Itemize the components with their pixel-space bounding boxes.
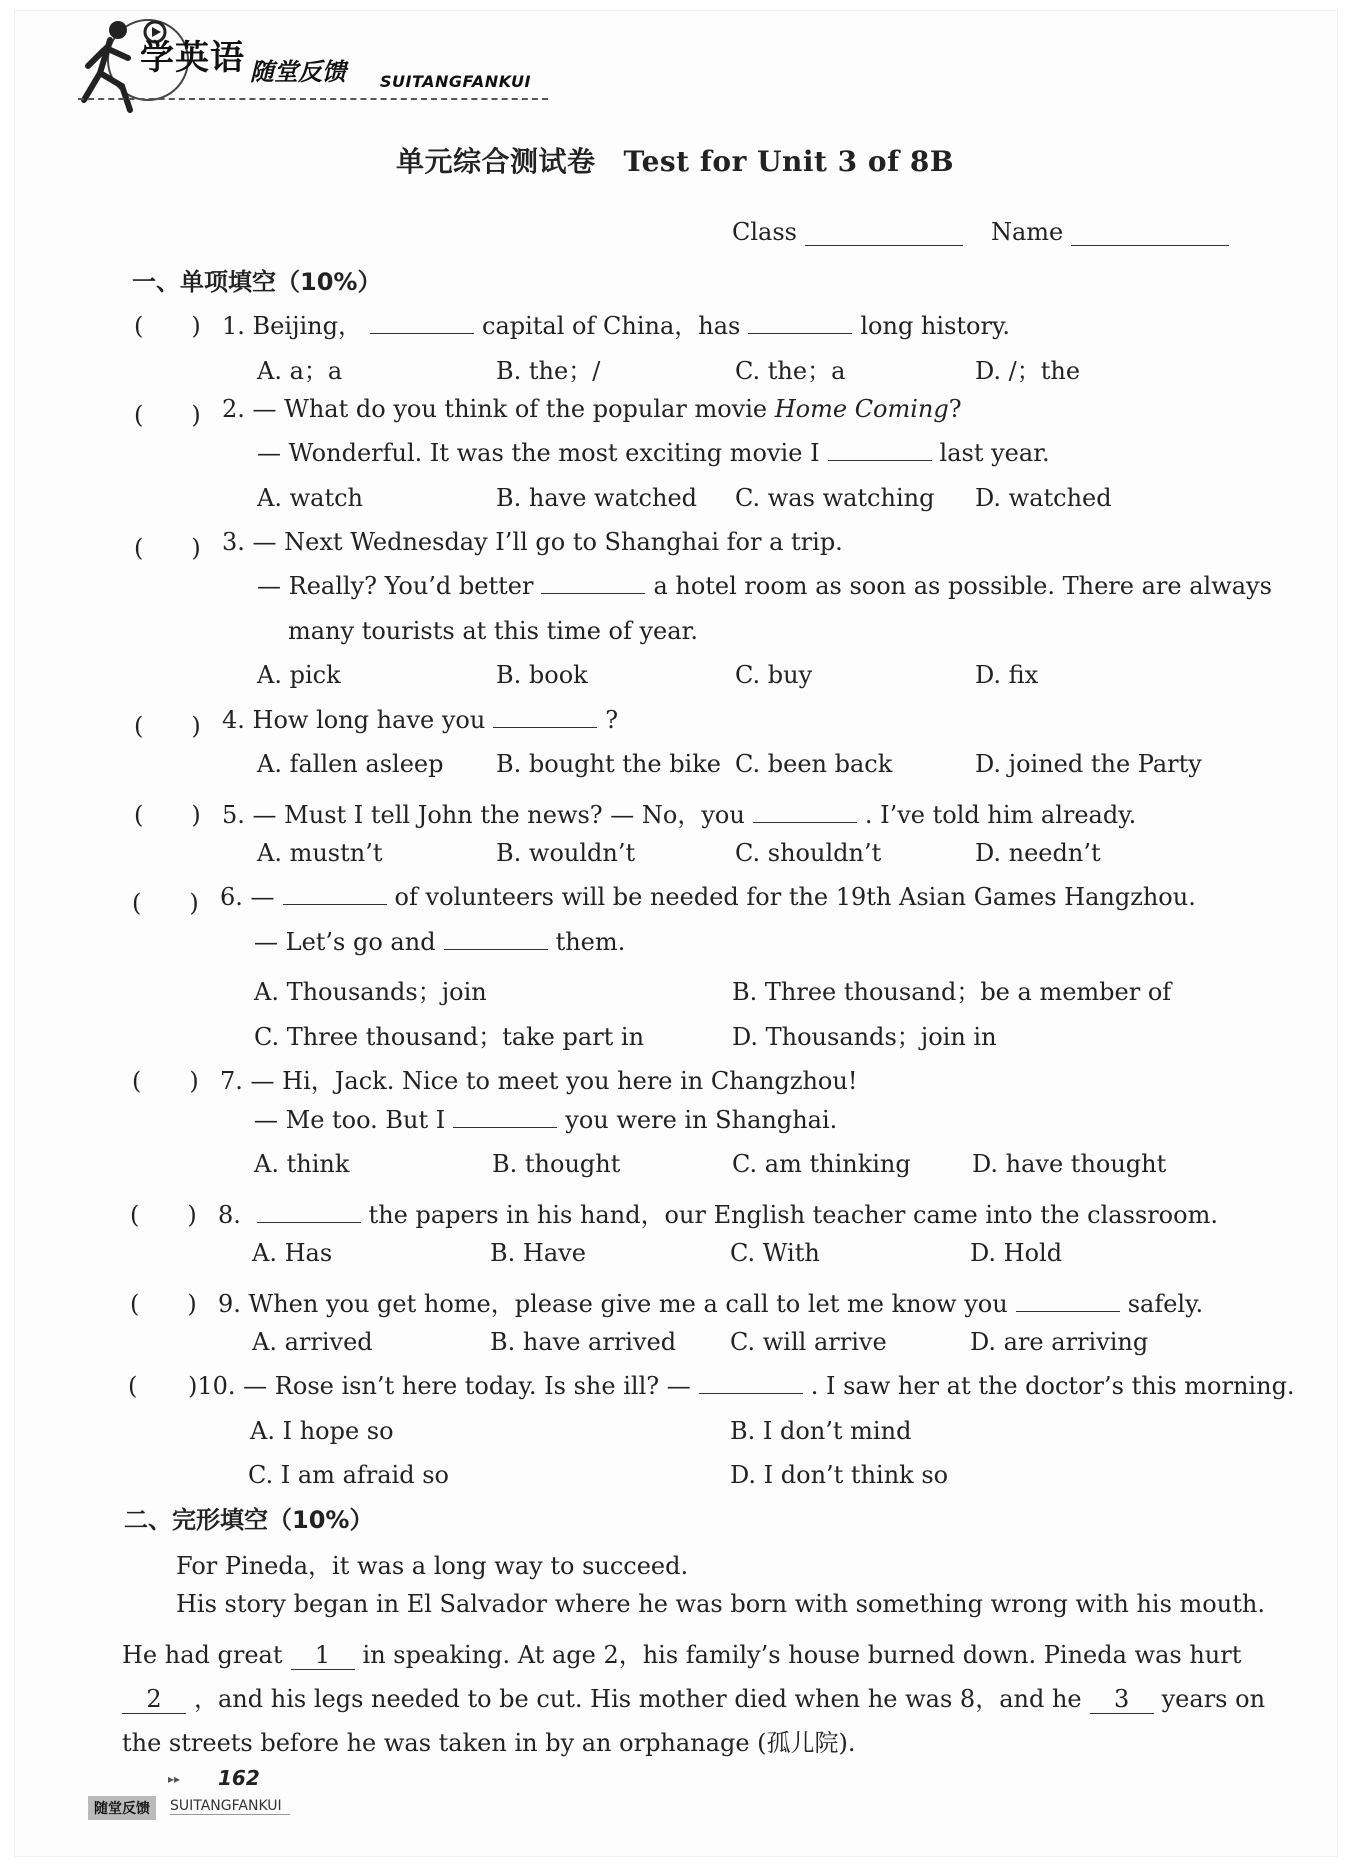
q1-text-a: Beijing， — [252, 312, 362, 340]
q10-option-b[interactable]: B. I don’t mind — [730, 1417, 912, 1445]
answer-paren-7[interactable]: ( ) — [132, 1067, 199, 1095]
passage-line-3 — [122, 1635, 1241, 1670]
passage-text-a: He had great — [122, 1641, 283, 1669]
q7-num: 7. — [220, 1067, 243, 1095]
answer-paren-4[interactable]: ( ) — [134, 712, 201, 740]
q6-option-b[interactable]: B. Three thousand；be a member of — [732, 978, 1172, 1006]
question-9 — [218, 1284, 1203, 1319]
q3-option-d[interactable]: D. fix — [975, 661, 1039, 689]
q1-num: 1. — [222, 312, 245, 340]
q7-blank[interactable] — [453, 1107, 557, 1128]
class-input[interactable] — [805, 223, 963, 246]
q8-option-d[interactable]: D. Hold — [970, 1239, 1063, 1267]
q10-num: )10. — [188, 1372, 236, 1400]
q10-blank[interactable] — [699, 1373, 803, 1394]
q4-option-a[interactable]: A. fallen asleep — [257, 750, 444, 778]
q8-blank[interactable] — [257, 1202, 361, 1223]
q9-option-d[interactable]: D. are arriving — [970, 1328, 1149, 1356]
q8-num: 8. — [218, 1201, 241, 1229]
footer-tag: 随堂反馈 — [88, 1796, 156, 1820]
question-2-line2 — [257, 439, 1050, 467]
question-1 — [222, 306, 1010, 341]
q9-text-a: When you get home，please give me a call to let me know you — [248, 1290, 1008, 1318]
passage-text-c: ，and his legs needed to be cut. His mother died when he was 8，and he — [194, 1685, 1082, 1713]
question-6 — [220, 883, 1196, 911]
q8-option-a[interactable]: A. Has — [252, 1239, 333, 1267]
q1-blank-1[interactable] — [370, 313, 474, 334]
question-7-line2 — [254, 1106, 837, 1134]
q6-text-d: them. — [555, 928, 626, 956]
question-7 — [220, 1061, 857, 1096]
q9-option-a[interactable]: A. arrived — [252, 1328, 373, 1356]
q1-option-a[interactable]: A. a；a — [257, 357, 343, 385]
passage-line-4 — [122, 1679, 1265, 1714]
q7-option-d[interactable]: D. have thought — [972, 1150, 1167, 1178]
q2-option-d[interactable]: D. watched — [975, 484, 1112, 512]
q4-text-b: ? — [605, 706, 619, 734]
q4-option-b[interactable]: B. bought the bike — [496, 750, 721, 778]
q10-text-a: — Rose isn’t here today. Is she ill? — — [243, 1372, 691, 1400]
q1-option-c[interactable]: C. the；a — [735, 357, 846, 385]
q2-text-e: last year. — [939, 439, 1050, 467]
q10-option-a[interactable]: A. I hope so — [250, 1417, 394, 1445]
q3-blank[interactable] — [541, 573, 645, 594]
q7-text-a: — Hi，Jack. Nice to meet you here in Changzhou! — [250, 1067, 858, 1095]
q6-num: 6. — [220, 883, 243, 911]
logo-text-sub: 随堂反馈 — [250, 58, 346, 86]
question-3-line3: many tourists at this time of year. — [288, 617, 699, 645]
q5-option-a[interactable]: A. mustn’t — [257, 839, 383, 867]
name-label: Name — [990, 218, 1064, 246]
q1-blank-2[interactable] — [748, 313, 852, 334]
passage-line-5: the streets before he was taken in by an orphanage (孤儿院). — [122, 1729, 856, 1757]
q7-option-a[interactable]: A. think — [254, 1150, 350, 1178]
answer-paren-8[interactable]: ( ) — [130, 1201, 197, 1229]
title-cn: 单元综合测试卷 — [395, 145, 596, 178]
class-name-fields — [732, 218, 1229, 246]
q2-text-d: — Wonderful. It was the most exciting movie I — [257, 439, 820, 467]
q7-option-b[interactable]: B. thought — [492, 1150, 621, 1178]
q3-text-c: a hotel room as soon as possible. There are always — [653, 572, 1272, 600]
q10-option-c[interactable]: C. I am afraid so — [248, 1461, 449, 1489]
class-label: Class — [732, 218, 797, 246]
q4-option-d[interactable]: D. joined the Party — [975, 750, 1202, 778]
passage-text-d: years on — [1161, 1685, 1266, 1713]
q2-num: 2. — [222, 395, 245, 423]
answer-paren-10[interactable]: ( — [128, 1372, 138, 1400]
section1-heading: 一、单项填空（10%） — [132, 268, 382, 296]
answer-paren-2[interactable]: ( ) — [134, 401, 201, 429]
header-divider — [78, 98, 548, 100]
q7-option-c[interactable]: C. am thinking — [732, 1150, 911, 1178]
question-8 — [218, 1195, 1218, 1230]
q9-text-b: safely. — [1127, 1290, 1204, 1318]
q1-text-c: long history. — [860, 312, 1010, 340]
footer-tag-en: SUITANGFANKUI — [170, 1798, 290, 1815]
q3-num: 3. — [222, 528, 245, 556]
q3-text-b: — Really? You’d better — [257, 572, 534, 600]
title-en: Test for Unit 3 of 8B — [623, 145, 955, 178]
q7-text-b: — Me too. But I — [254, 1106, 446, 1134]
q4-blank[interactable] — [493, 707, 597, 728]
answer-paren-3[interactable]: ( ) — [134, 534, 201, 562]
q8-option-c[interactable]: C. With — [730, 1239, 820, 1267]
question-3-line2 — [257, 572, 1272, 600]
q4-option-c[interactable]: C. been back — [735, 750, 893, 778]
answer-paren-5[interactable]: ( ) — [134, 801, 201, 829]
q5-blank[interactable] — [753, 802, 857, 823]
q9-num: 9. — [218, 1290, 241, 1318]
q2-text-a: — What do you think of the popular movie — [252, 395, 775, 423]
q6-text-c: — Let’s go and — [254, 928, 436, 956]
q10-option-d[interactable]: D. I don’t think so — [730, 1461, 949, 1489]
q2-option-c[interactable]: C. was watching — [735, 484, 935, 512]
q5-num: 5. — [222, 801, 245, 829]
q1-option-b[interactable]: B. the；/ — [496, 357, 601, 385]
q6-option-c[interactable]: C. Three thousand；take part in — [254, 1023, 645, 1051]
cloze-blank-1[interactable]: 1 — [291, 1641, 355, 1670]
question-3 — [222, 528, 843, 556]
q5-option-c[interactable]: C. shouldn’t — [735, 839, 882, 867]
q6-option-d[interactable]: D. Thousands；join in — [732, 1023, 997, 1051]
q2-option-b[interactable]: B. have watched — [496, 484, 698, 512]
q6-blank-2[interactable] — [444, 929, 548, 950]
passage-line-2: His story began in El Salvador where he was born with something wrong with his mouth. — [176, 1590, 1265, 1618]
q3-option-c[interactable]: C. buy — [735, 661, 813, 689]
question-5 — [222, 795, 1136, 830]
q6-text-b: of volunteers will be needed for the 19th Asian Games Hangzhou. — [394, 883, 1196, 911]
q3-option-a[interactable]: A. pick — [257, 661, 341, 689]
q2-blank[interactable] — [828, 440, 932, 461]
q5-text-b: . I’ve told him already. — [864, 801, 1137, 829]
answer-paren-1[interactable]: ( ) — [134, 312, 201, 340]
q4-num: 4. — [222, 706, 245, 734]
q9-option-c[interactable]: C. will arrive — [730, 1328, 887, 1356]
q2-option-a[interactable]: A. watch — [257, 484, 363, 512]
logo-text-main: 学英语 — [140, 38, 245, 78]
q9-option-b[interactable]: B. have arrived — [490, 1328, 677, 1356]
q5-text-a: — Must I tell John the news? — No，you — [252, 801, 745, 829]
q4-text-a: How long have you — [252, 706, 486, 734]
q1-option-d[interactable]: D. /；the — [975, 357, 1081, 385]
q2-movie-title: Home Coming — [774, 395, 949, 423]
section2-heading: 二、完形填空（10%） — [124, 1506, 374, 1534]
q8-text-b: the papers in his hand，our English teacher came into the classroom. — [368, 1201, 1218, 1229]
cloze-blank-2[interactable]: 2 — [122, 1685, 186, 1714]
q6-blank-1[interactable] — [283, 884, 387, 905]
page-title — [0, 140, 1350, 180]
answer-paren-6[interactable]: ( ) — [132, 889, 199, 917]
question-4 — [222, 706, 618, 734]
q9-blank[interactable] — [1016, 1291, 1120, 1312]
logo-text-en: SUITANGFANKUI — [380, 72, 531, 91]
q3-text-a: — Next Wednesday I’ll go to Shanghai for a trip. — [252, 528, 843, 556]
answer-paren-9[interactable]: ( ) — [130, 1290, 197, 1318]
q2-text-c: ? — [948, 395, 962, 423]
q6-text-a: — — [250, 883, 275, 911]
passage-line-1: For Pineda，it was a long way to succeed. — [176, 1552, 689, 1580]
question-2 — [222, 395, 962, 423]
q10-text-b: . I saw her at the doctor’s this morning. — [810, 1372, 1295, 1400]
question-10 — [188, 1372, 1295, 1400]
q1-text-b: capital of China，has — [482, 312, 741, 340]
q7-text-c: you were in Shanghai. — [565, 1106, 838, 1134]
question-6-line2 — [254, 928, 625, 956]
q5-option-b[interactable]: B. wouldn’t — [496, 839, 636, 867]
name-input[interactable] — [1071, 223, 1229, 246]
q5-option-d[interactable]: D. needn’t — [975, 839, 1101, 867]
cloze-blank-3[interactable]: 3 — [1090, 1685, 1154, 1714]
passage-text-b: in speaking. At age 2，his family’s house burned down. Pineda was hurt — [362, 1641, 1242, 1669]
page-number: 162 — [218, 1766, 260, 1790]
q3-option-b[interactable]: B. book — [496, 661, 588, 689]
q8-option-b[interactable]: B. Have — [490, 1239, 586, 1267]
footer-arrow-icon: ▸▸ — [168, 1772, 181, 1786]
q6-option-a[interactable]: A. Thousands；join — [254, 978, 487, 1006]
